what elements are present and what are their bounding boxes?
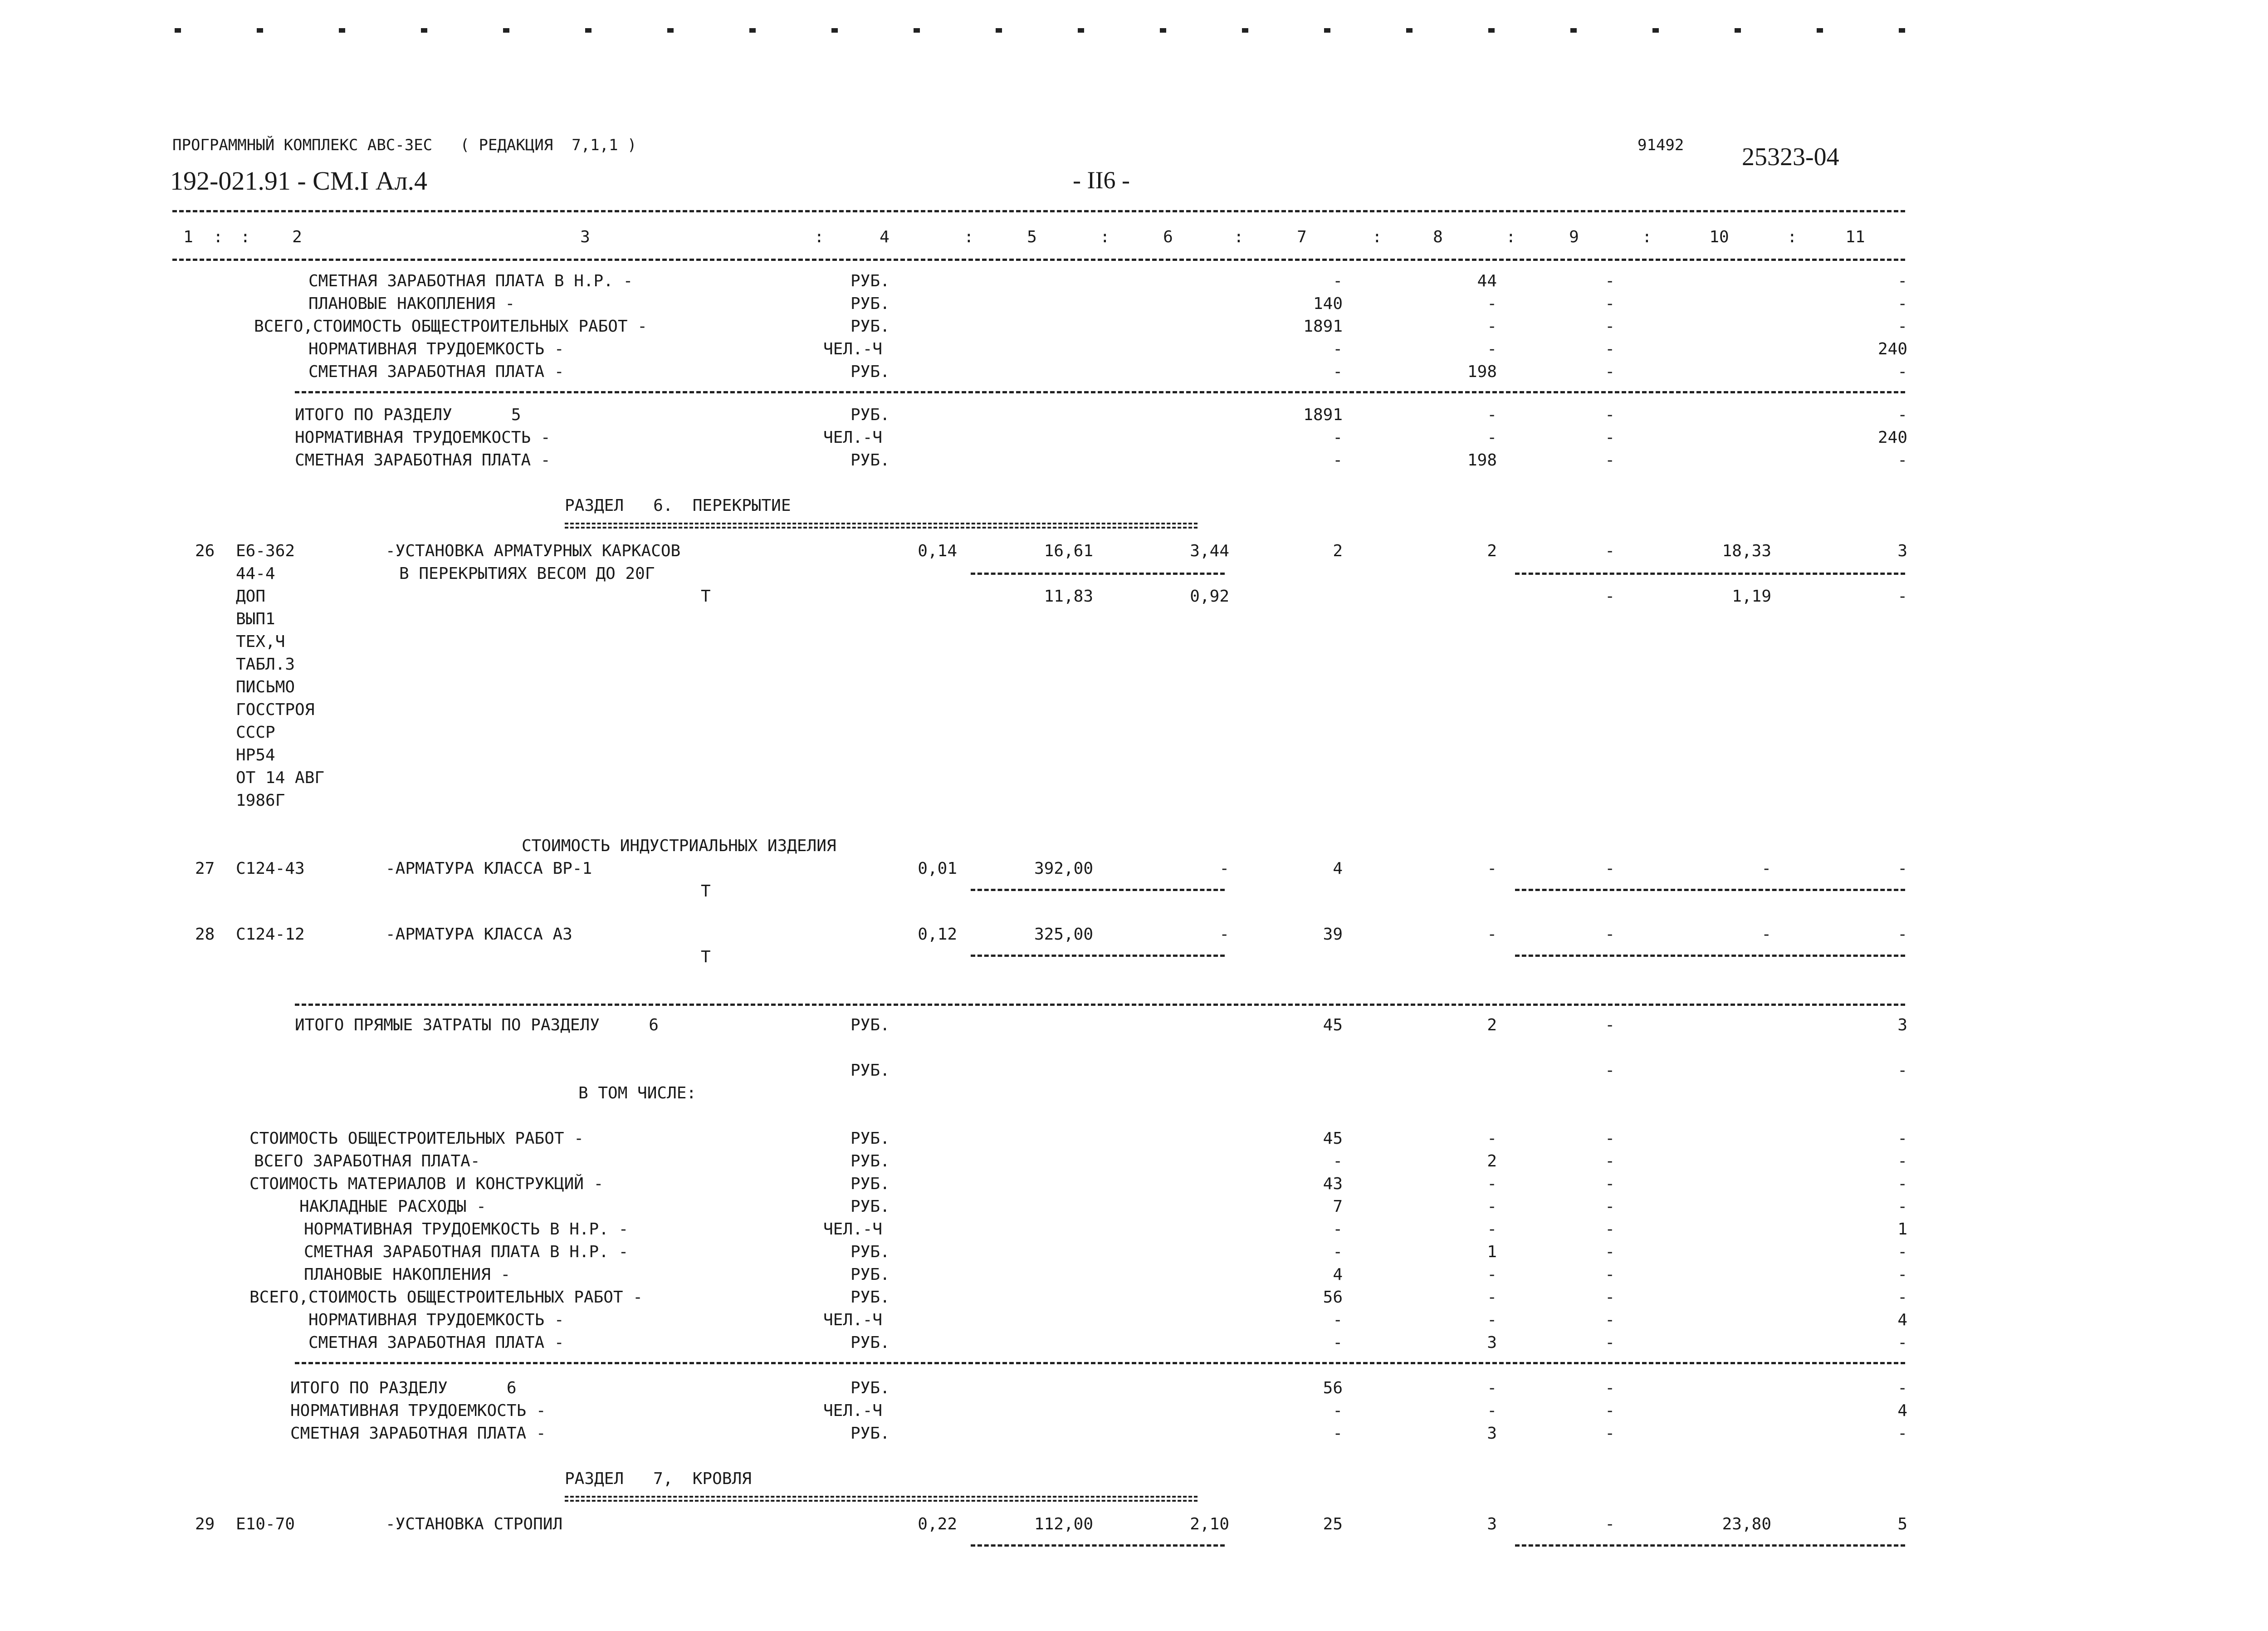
row-unit: РУБ. [850,1379,890,1397]
item-code-line: ДОП [236,587,266,606]
row-unit: РУБ. [850,317,890,336]
section-6-title: РАЗДЕЛ 6. ПЕРЕКРЫТИЕ [565,496,791,515]
column-separator: : [1506,228,1516,246]
row-label: ИТОГО ПРЯМЫЕ ЗАТРАТЫ ПО РАЗДЕЛУ 6 [295,1016,659,1034]
cell-c11: - [1897,362,1907,381]
row-unit: РУБ. [850,406,890,424]
cell-c6: - [1219,859,1229,878]
item29-subrule-right [1515,1544,1905,1547]
program-header: ПРОГРАММНЫЙ КОМПЛЕКС АВС-ЗЕС ( РЕДАКЦИЯ 7,1,1 ) [172,136,637,154]
item27-subrule [971,889,1225,891]
cell-c11: - [1897,406,1907,424]
cell-c7: 4 [1333,859,1343,878]
cell-c9: - [1605,1379,1615,1397]
row-unit: РУБ. [850,1061,890,1080]
cell-c9: - [1605,1152,1615,1171]
cell-c4: 0,12 [918,925,957,944]
item-number: 28 [195,925,215,944]
cell-c8: 2 [1487,1152,1497,1171]
cell-c8: - [1487,1175,1497,1193]
column-number: 4 [880,228,890,246]
cell-c9: - [1605,859,1615,878]
cell-c5: 16,61 [1044,542,1093,560]
dash-mark [257,28,263,33]
row-unit: РУБ. [850,1265,890,1284]
dash-mark [667,28,674,33]
cell-c8: 1 [1487,1243,1497,1261]
dash-mark [503,28,509,33]
cell-c9b: - [1605,1061,1615,1080]
cell-c7: 56 [1323,1379,1343,1397]
item-code: С124-12 [236,925,305,944]
dash-mark [421,28,427,33]
dash-mark [175,28,181,33]
cell-c9: - [1605,317,1615,336]
cell-c11b: - [1897,1061,1907,1080]
row-label: ИТОГО ПО РАЗДЕЛУ 5 [295,406,521,424]
row-label: СТОИМОСТЬ ОБЩЕСТРОИТЕЛЬНЫХ РАБОТ - [249,1129,584,1148]
cell-c8: - [1487,1288,1497,1307]
cell-c11: 3 [1897,542,1907,560]
item-code-line: ВЫП1 [236,610,275,628]
cell-c7: 4 [1333,1265,1343,1284]
row-unit: РУБ. [850,1243,890,1261]
item-unit: Т [701,948,711,966]
cell-c9: - [1605,272,1615,290]
including-label: В ТОМ ЧИСЛЕ: [578,1084,697,1102]
cell-c7: - [1333,1152,1343,1171]
top-dash-marks [0,0,2268,54]
row-unit: РУБ. [850,1424,890,1443]
row-label: СМЕТНАЯ ЗАРАБОТНАЯ ПЛАТА В Н.Р. - [308,272,633,290]
column-separator: : [1234,228,1244,246]
cell-c11: - [1897,1424,1907,1443]
cell-c9: - [1605,340,1615,358]
cell-c9: - [1605,1401,1615,1420]
row-unit: РУБ. [850,1129,890,1148]
cell-c5b: 11,83 [1044,587,1093,606]
cell-c4: 0,14 [918,542,957,560]
row-label: НОРМАТИВНАЯ ТРУДОЕМКОСТЬ В Н.Р. - [304,1220,629,1239]
cell-c9: - [1605,1220,1615,1239]
cell-c6b: 0,92 [1190,587,1229,606]
column-number: 6 [1163,228,1173,246]
cell-c7: - [1333,1243,1343,1261]
dash-mark [1652,28,1659,33]
cell-c7: - [1333,1220,1343,1239]
item-unit: Т [701,587,711,606]
cell-c6: - [1219,925,1229,944]
row-label: ИТОГО ПО РАЗДЕЛУ 6 [290,1379,517,1397]
column-number: 5 [1027,228,1037,246]
dash-mark [1817,28,1823,33]
section-7-underline [565,1496,1198,1502]
cell-c7: - [1333,428,1343,447]
row-unit: РУБ. [850,362,890,381]
cell-c7: 2 [1333,542,1343,560]
cell-c11: - [1897,1129,1907,1148]
cell-c11: - [1897,859,1907,878]
section-7-title: РАЗДЕЛ 7, КРОВЛЯ [565,1469,752,1488]
row-label: СМЕТНАЯ ЗАРАБОТНАЯ ПЛАТА - [290,1424,546,1443]
row-label: СМЕТНАЯ ЗАРАБОТНАЯ ПЛАТА - [308,362,564,381]
item28-subrule [971,955,1225,957]
column-number: 10 [1709,228,1729,246]
document-code: 192-021.91 - СМ.I Ал.4 [170,166,428,196]
item26-subrule [971,573,1225,575]
cell-c11: 1 [1897,1220,1907,1239]
row-unit: РУБ. [850,294,890,313]
cell-c11: 4 [1897,1401,1907,1420]
column-number: 7 [1297,228,1307,246]
cell-c8: - [1487,294,1497,313]
item-code-line: СССР [236,723,275,742]
row-label: НАКЛАДНЫЕ РАСХОДЫ - [299,1197,486,1216]
row-unit: ЧЕЛ.-Ч [823,340,883,358]
row-label: СМЕТНАЯ ЗАРАБОТНАЯ ПЛАТА - [295,451,551,470]
cell-c9: - [1605,925,1615,944]
cell-c7: 45 [1323,1016,1343,1034]
cell-c8: 3 [1487,1424,1497,1443]
section-6-underline [565,523,1198,529]
column-separator: : [240,228,250,246]
cell-c10: - [1761,925,1771,944]
dash-mark [1406,28,1413,33]
cell-c8: - [1487,406,1497,424]
cell-c9: - [1605,1175,1615,1193]
cell-c9: - [1605,362,1615,381]
column-number: 1 [183,228,193,246]
item-code-line: ГОССТРОЯ [236,700,315,719]
cell-c7: - [1333,451,1343,470]
cell-c7: 1891 [1303,406,1343,424]
item-number: 29 [195,1515,215,1533]
item-code-line: 44-4 [236,564,275,583]
block6-rule [295,1362,1905,1364]
item-code-line: ПИСЬМО [236,678,295,696]
cell-c7: - [1333,1333,1343,1352]
item-unit: Т [701,882,711,901]
row-label: ПЛАНОВЫЕ НАКОПЛЕНИЯ - [308,294,515,313]
item-name: -УСТАНОВКА АРМАТУРНЫХ КАРКАСОВ [386,542,681,560]
row-unit: РУБ. [850,451,890,470]
row-label: НОРМАТИВНАЯ ТРУДОЕМКОСТЬ - [308,340,564,358]
cell-c10: 18,33 [1722,542,1771,560]
item29-subrule [971,1544,1225,1547]
cell-c11: - [1897,1333,1907,1352]
row-label: НОРМАТИВНАЯ ТРУДОЕМКОСТЬ - [295,428,551,447]
cell-c7: 39 [1323,925,1343,944]
dash-mark [749,28,756,33]
column-separator: : [1100,228,1110,246]
cell-c11: - [1897,1152,1907,1171]
item-code-line: НР54 [236,746,275,764]
item-name-cont: В ПЕРЕКРЫТИЯХ ВЕСОМ ДО 20Г [399,564,655,583]
cell-c4: 0,22 [918,1515,957,1533]
column-separator: : [1642,228,1652,246]
cell-c11: - [1897,925,1907,944]
cell-c7: - [1333,272,1343,290]
item-code-line: ТАБЛ.3 [236,655,295,674]
cell-c8: 3 [1487,1333,1497,1352]
column-separator: : [814,228,824,246]
row-unit: ЧЕЛ.-Ч [823,1220,883,1239]
cell-c7: - [1333,362,1343,381]
dash-mark [996,28,1002,33]
cell-c8: - [1487,428,1497,447]
document-code-right: 25323-04 [1742,143,1839,171]
cell-c11: - [1897,1379,1907,1397]
cell-c8: 44 [1477,272,1497,290]
cell-c10: - [1761,859,1771,878]
dash-mark [914,28,920,33]
block5-rule [295,391,1905,393]
cell-c11: - [1897,272,1907,290]
row-label: СТОИМОСТЬ МАТЕРИАЛОВ И КОНСТРУКЦИЙ - [249,1175,604,1193]
cell-c8: - [1487,1379,1497,1397]
column-separator: : [1787,228,1797,246]
cell-c9: - [1605,1265,1615,1284]
item-number: 26 [195,542,215,560]
cell-c9: - [1605,1016,1615,1034]
row-unit: ЧЕЛ.-Ч [823,1311,883,1329]
cell-c11: 3 [1897,1016,1907,1034]
row-label: СМЕТНАЯ ЗАРАБОТНАЯ ПЛАТА - [308,1333,564,1352]
dash-mark [1242,28,1248,33]
table-top-rule [172,210,1905,212]
column-separator: : [1372,228,1382,246]
cell-c9: - [1605,1129,1615,1148]
dash-mark [1488,28,1495,33]
column-number: 9 [1569,228,1579,246]
cell-c9: - [1605,1424,1615,1443]
column-number: 2 [292,228,302,246]
cell-c6: 3,44 [1190,542,1229,560]
cell-c11: - [1897,317,1907,336]
cell-c8: 198 [1467,362,1497,381]
cell-c11: - [1897,1197,1907,1216]
row-unit: РУБ. [850,1016,890,1034]
cell-c8: - [1487,1311,1497,1329]
cell-c8: - [1487,925,1497,944]
cell-c8: - [1487,1265,1497,1284]
cell-c11: - [1897,1243,1907,1261]
item-code-line: ОТ 14 АВГ [236,769,325,787]
cell-c9: - [1605,1515,1615,1533]
cell-c10b: 1,19 [1732,587,1771,606]
item-code-line: Е6-362 [236,542,295,560]
column-number: 8 [1433,228,1443,246]
cell-c8: - [1487,317,1497,336]
cell-c8: - [1487,1197,1497,1216]
item-code-line: 1986Г [236,791,285,810]
direct-costs-rule [295,1004,1905,1006]
cell-c10: 23,80 [1722,1515,1771,1533]
cell-c7: - [1333,1311,1343,1329]
cell-c11: 5 [1897,1515,1907,1533]
item27-subrule-right [1515,889,1905,891]
row-label: НОРМАТИВНАЯ ТРУДОЕМКОСТЬ - [290,1401,546,1420]
cell-c11: 240 [1877,340,1907,358]
item28-subrule-right [1515,955,1905,957]
cell-c7: 140 [1313,294,1343,313]
cell-c11: - [1897,1175,1907,1193]
dash-mark [1570,28,1577,33]
cell-c8: - [1487,1129,1497,1148]
row-label: НОРМАТИВНАЯ ТРУДОЕМКОСТЬ - [308,1311,564,1329]
cell-c9: - [1605,451,1615,470]
row-unit: РУБ. [850,1288,890,1307]
cell-c6: 2,10 [1190,1515,1229,1533]
cell-c7: 1891 [1303,317,1343,336]
row-unit: ЧЕЛ.-Ч [823,428,883,447]
cell-c7: 25 [1323,1515,1343,1533]
row-unit: РУБ. [850,1152,890,1171]
dash-mark [1160,28,1166,33]
item26-subrule-right [1515,573,1905,575]
dash-mark [1899,28,1905,33]
cell-c8: - [1487,340,1497,358]
cell-c8: 198 [1467,451,1497,470]
cell-c9: - [1605,1333,1615,1352]
row-label: ВСЕГО,СТОИМОСТЬ ОБЩЕСТРОИТЕЛЬНЫХ РАБОТ - [249,1288,643,1307]
item-name: -АРМАТУРА КЛАССА ВР-1 [386,859,592,878]
column-separator: : [213,228,223,246]
cell-c5: 392,00 [1034,859,1093,878]
item-code-line: ТЕХ,Ч [236,632,285,651]
cell-c9: - [1605,1197,1615,1216]
dash-mark [831,28,838,33]
dash-mark [1078,28,1084,33]
document-code-small: 91492 [1637,136,1684,154]
row-label: ВСЕГО ЗАРАБОТНАЯ ПЛАТА- [254,1152,480,1171]
row-label: СМЕТНАЯ ЗАРАБОТНАЯ ПЛАТА В Н.Р. - [304,1243,629,1261]
row-label: ПЛАНОВЫЕ НАКОПЛЕНИЯ - [304,1265,511,1284]
cell-c7: 7 [1333,1197,1343,1216]
row-unit: РУБ. [850,272,890,290]
cell-c5: 325,00 [1034,925,1093,944]
cell-c11: - [1897,451,1907,470]
column-header-rule [172,259,1905,261]
cell-c8: - [1487,1401,1497,1420]
dash-mark [339,28,345,33]
cell-c9: - [1605,406,1615,424]
item-code: Е10-70 [236,1515,295,1533]
cell-c7: - [1333,1424,1343,1443]
cell-c11: - [1897,1265,1907,1284]
cell-c8: - [1487,1220,1497,1239]
item-number: 27 [195,859,215,878]
item-name: -АРМАТУРА КЛАССА А3 [386,925,572,944]
cell-c4: 0,01 [918,859,957,878]
dash-mark [585,28,591,33]
cell-c7: - [1333,340,1343,358]
cell-c7: - [1333,1401,1343,1420]
cell-c7: 56 [1323,1288,1343,1307]
cell-c11b: - [1897,587,1907,606]
cell-c11: 240 [1877,428,1907,447]
row-unit: РУБ. [850,1333,890,1352]
cell-c11: 4 [1897,1311,1907,1329]
cell-c8: 3 [1487,1515,1497,1533]
cell-c5: 112,00 [1034,1515,1093,1533]
cell-c9: - [1605,428,1615,447]
cell-c9: - [1605,1311,1615,1329]
dash-mark [1324,28,1330,33]
cell-c8: 2 [1487,1016,1497,1034]
row-unit: ЧЕЛ.-Ч [823,1401,883,1420]
cell-c7: 45 [1323,1129,1343,1148]
item-code: С124-43 [236,859,305,878]
dash-mark [1735,28,1741,33]
cell-c11: - [1897,294,1907,313]
column-number: 11 [1845,228,1865,246]
industrial-items-title: СТОИМОСТЬ ИНДУСТРИАЛЬНЫХ ИЗДЕЛИЯ [522,837,836,855]
cell-c9: - [1605,542,1615,560]
page-number: - II6 - [1073,167,1130,194]
cell-c11: - [1897,1288,1907,1307]
item-name: -УСТАНОВКА СТРОПИЛ [386,1515,563,1533]
column-separator: : [964,228,974,246]
row-unit: РУБ. [850,1197,890,1216]
column-number: 3 [580,228,590,246]
row-unit: РУБ. [850,1175,890,1193]
row-label: ВСЕГО,СТОИМОСТЬ ОБЩЕСТРОИТЕЛЬНЫХ РАБОТ - [254,317,647,336]
cell-c8: - [1487,859,1497,878]
cell-c8: 2 [1487,542,1497,560]
cell-c9: - [1605,294,1615,313]
cell-c9: - [1605,1288,1615,1307]
cell-c9: - [1605,1243,1615,1261]
cell-c9b: - [1605,587,1615,606]
cell-c7: 43 [1323,1175,1343,1193]
